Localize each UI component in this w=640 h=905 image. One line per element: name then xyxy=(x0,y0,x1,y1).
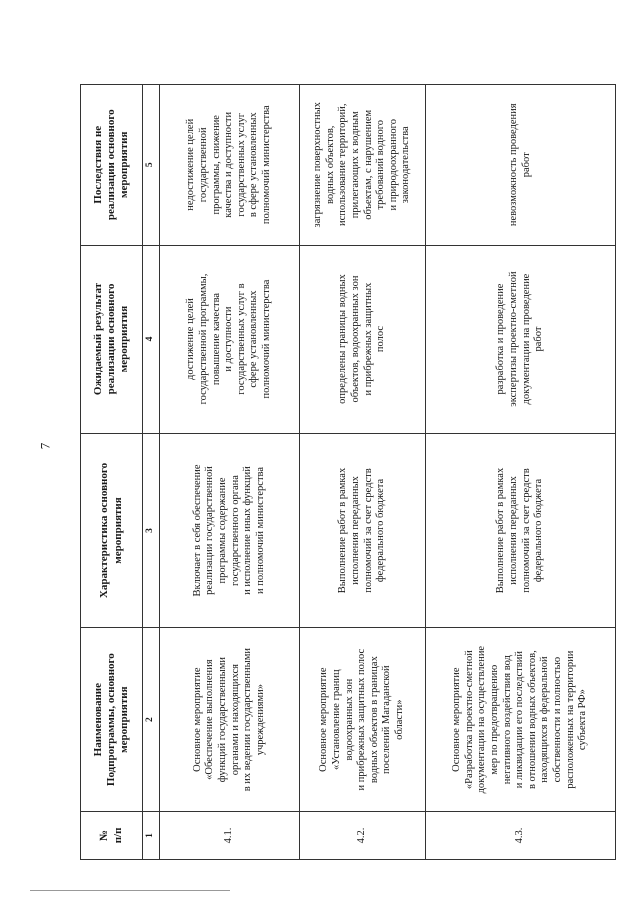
row-characteristic: Включает в себя обеспечение реализации государственной программы содержание государственного органа и исполнение иных функций и полномочий министерства xyxy=(160,433,300,628)
page-number: 7 xyxy=(37,442,53,450)
header-name: Наименование Подпрограммы, основного мероприятия xyxy=(81,628,143,811)
column-number: 5 xyxy=(143,85,160,246)
table-row xyxy=(300,85,426,860)
row-result: достижение целей государственной программы, повышение качества и доступности государственных услуг в сфере установленных полномочий министерства xyxy=(160,245,300,433)
row-result: определены границы водных объектов, водоохранных зон и прибрежных защитных полос xyxy=(300,245,426,433)
row-result: разработка и проведение экспертизы проектно-сметной документации на проведение работ xyxy=(426,245,616,433)
column-number-row xyxy=(143,85,160,860)
rotated-table-frame xyxy=(80,84,610,860)
table-row xyxy=(160,85,300,860)
row-name: Основное мероприятие «Обеспечение выполнения функций государственными органами и находящихся в их ведении государственными учреждениями» xyxy=(160,628,300,811)
column-number: 1 xyxy=(143,811,160,859)
header-consequence: Последствия не реализации основного мероприятия xyxy=(81,85,143,246)
row-num: 4.3. xyxy=(426,811,616,859)
row-consequence: загрязнение поверхностных водных объектов, использование территорий, прилегающих к водным объектам, с нарушением требований водного и природоохранного законодательства xyxy=(300,85,426,246)
table-row xyxy=(426,85,616,860)
header-row xyxy=(81,85,143,860)
row-num: 4.1. xyxy=(160,811,300,859)
column-number: 4 xyxy=(143,245,160,433)
column-number: 2 xyxy=(143,628,160,811)
row-name: Основное мероприятие «Разработка проектно-сметной документации на осуществление мер по предотвращению негативного воздействия вод и ликвидации его последствий в отношении водных объектов, находящихся в федеральной собственности и полностью расположенных на территории субъекта РФ» xyxy=(426,628,616,811)
measures-table xyxy=(80,84,616,860)
row-characteristic: Выполнение работ в рамках исполнения переданных полномочий за счет средств федерального бюджета xyxy=(300,433,426,628)
row-characteristic: Выполнение работ в рамках исполнения переданных полномочий за счет средств федерального бюджета xyxy=(426,433,616,628)
header-num: № п/п xyxy=(81,811,143,859)
row-name: Основное мероприятие «Установление границ водоохранных зон и прибрежных защитных полос водных объектов в границах поселений Магаданской области» xyxy=(300,628,426,811)
footer-rule xyxy=(30,890,230,891)
column-number: 3 xyxy=(143,433,160,628)
row-num: 4.2. xyxy=(300,811,426,859)
header-characteristic: Характеристика основного мероприятия xyxy=(81,433,143,628)
header-result: Ожидаемый результат реализации основного мероприятия xyxy=(81,245,143,433)
row-consequence: недостижение целей государственной программы, снижение качества и доступности государственных услуг в сфере установленных полномочий министерства xyxy=(160,85,300,246)
row-consequence: невозможность проведения работ xyxy=(426,85,616,246)
